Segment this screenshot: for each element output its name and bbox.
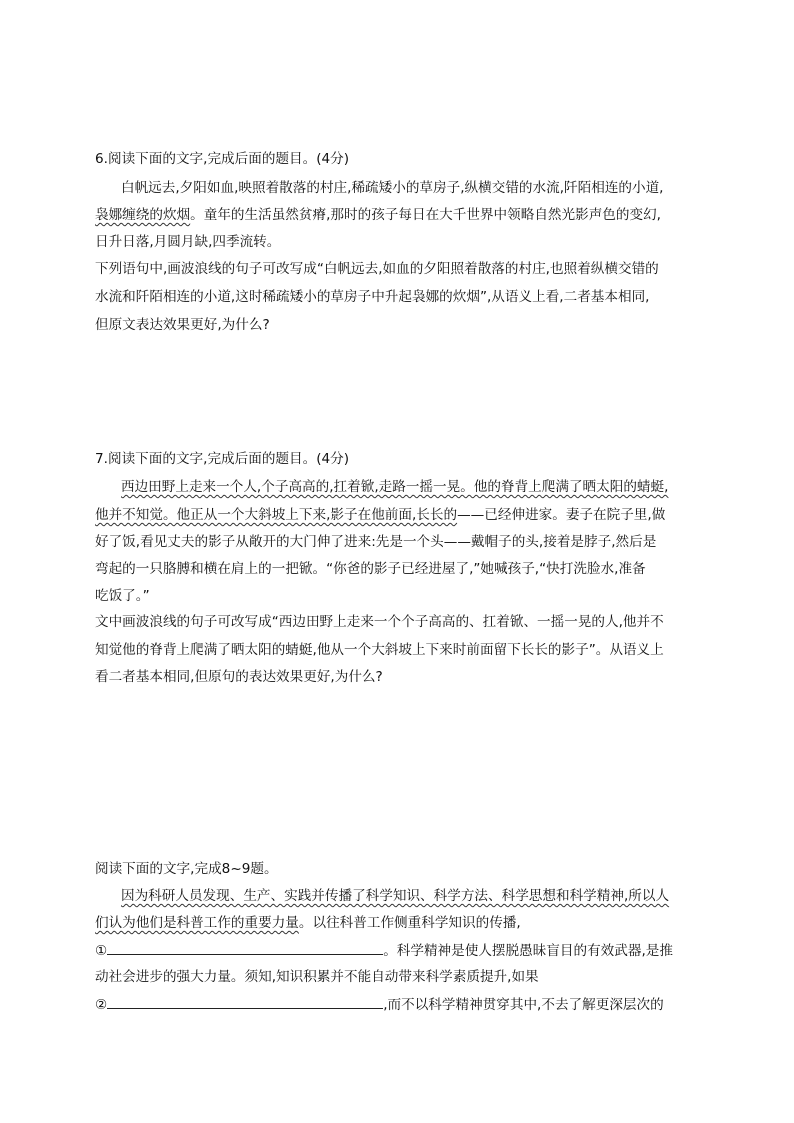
q7-passage-line-2-rest: ——已经伸进家。妻子在院子里,做 [457, 507, 666, 523]
q7-question-line-2: 知觉他的脊背上爬满了晒太阳的蜻蜓,他从一个大斜坡上下来时前面留下长长的影子”。从语义上 [95, 642, 664, 658]
blank-1-marker: ① [95, 943, 108, 959]
q89-blank-1-line [95, 940, 705, 961]
q89-wavy-sentence-b: 们认为他们是科普工作的重要力量 [95, 915, 299, 931]
q89-passage-line-2 [95, 913, 705, 933]
q89-blank-2-line [95, 994, 705, 1015]
q6-question-line-2: 水流和阡陌相连的小道,这时稀疏矮小的草房子中升起袅娜的炊烟”,从语义上看,二者基本相同, [95, 289, 650, 305]
q6-wavy-sentence: 袅娜缠绕的炊烟 [95, 207, 191, 223]
q6-passage-line-2 [95, 205, 705, 225]
q89-passage-line-4: 动社会进步的强大力量。须知,知识积累并不能自动带来科学素质提升,如果 [95, 969, 539, 985]
blank-2-after-text: ,而不以科学精神贯穿其中,不去了解更深层次的 [383, 997, 664, 1013]
blank-2-input[interactable] [107, 994, 383, 1009]
q7-passage-line-2 [95, 505, 705, 525]
q89-wavy-sentence-a: 因为科研人员发现、生产、实践并传播了科学知识、科学方法、科学思想和科学精神,所以人 [121, 888, 670, 904]
q6-passage-line-1: 白帆远去,夕阳如血,映照着散落的村庄,稀疏矮小的草房子,纵横交错的水流,阡陌相连的小道, [121, 180, 664, 196]
blank-2-marker: ② [95, 997, 108, 1013]
q7-question-line-1: 文中画波浪线的句子可改写成“西边田野上走来一个个子高高的、扛着锨、一摇一晃的人,他并不 [95, 614, 664, 630]
blank-1-input[interactable] [107, 940, 383, 955]
q7-passage-line-3: 好了饭,看见丈夫的影子从敞开的大门伸了进来:先是一个头——戴帽子的头,接着是脖子,然后是 [95, 534, 657, 550]
q89-passage-line-2-rest: 。以往科普工作侧重科学知识的传播, [298, 915, 521, 931]
blank-1-after-text: 。科学精神是使人摆脱愚昧盲目的有效武器,是推 [383, 943, 673, 959]
q89-passage-line-1 [121, 886, 731, 906]
q6-passage-line-2-rest: 。童年的生活虽然贫瘠,那时的孩子每日在大千世界中领略自然光影声色的变幻, [190, 207, 661, 223]
q7-question-line-3: 看二者基本相同,但原句的表达效果更好,为什么? [95, 669, 383, 685]
q6-passage-line-3: 日升日落,月圆月缺,四季流转。 [95, 234, 281, 250]
q89-heading: 阅读下面的文字,完成8~9题。 [95, 861, 278, 877]
q7-heading: 7.阅读下面的文字,完成后面的题目。(4分) [95, 451, 350, 467]
q6-heading: 6.阅读下面的文字,完成后面的题目。(4分) [95, 151, 350, 167]
q6-question-line-1: 下列语句中,画波浪线的句子可改写成“白帆远去,如血的夕阳照着散落的村庄,也照着纵横交错的 [95, 261, 659, 277]
q7-passage-line-1 [121, 477, 731, 497]
q7-wavy-sentence-b: 他并不知觉。他正从一个大斜坡上下来,影子在他前面,长长的 [95, 507, 458, 523]
q7-passage-line-5: 吃饭了。” [95, 588, 150, 604]
q6-question-line-3: 但原文表达效果更好,为什么? [95, 317, 270, 333]
q7-wavy-sentence-a: 西边田野上走来一个人,个子高高的,扛着锨,走路一摇一晃。他的脊背上爬满了晒太阳的蜻蜓, [121, 479, 669, 495]
q7-passage-line-4: 弯起的一只胳膊和横在肩上的一把锨。“你爸的影子已经进屋了,”她喊孩子,“快打洗脸水,准备 [95, 561, 646, 577]
